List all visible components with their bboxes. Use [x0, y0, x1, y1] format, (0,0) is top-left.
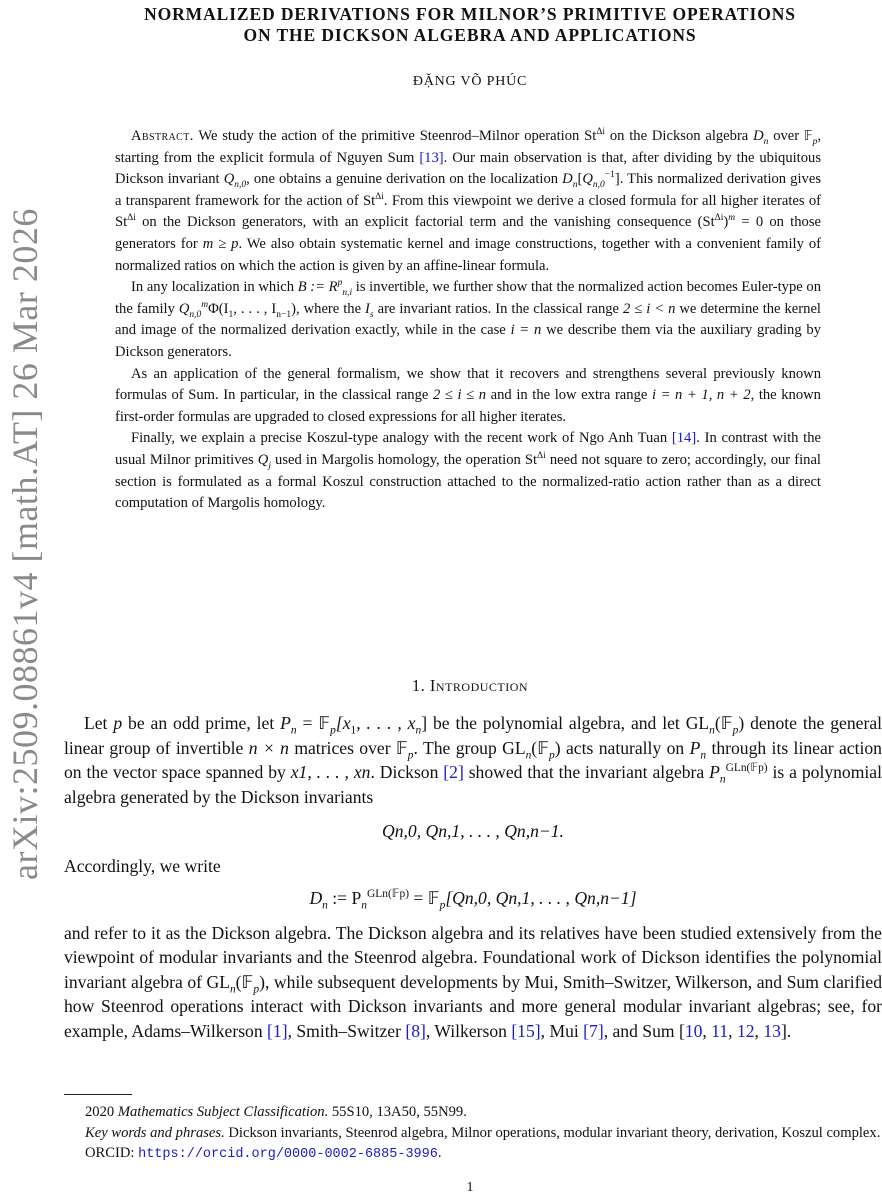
- intro-paragraph-2: Accordingly, we write: [64, 855, 221, 876]
- footnote-keywords: Key words and phrases. Dickson invariants, Steenrod algebra, Milnor operations, modular invariant theory, derivation, Koszul complex.: [85, 1124, 881, 1141]
- citation-15[interactable]: [15]: [511, 1020, 541, 1041]
- page-number: 1: [466, 1180, 474, 1195]
- citation-13[interactable]: [13]: [419, 149, 444, 166]
- intro-paragraph-1: Let p be an odd prime, let $P_n$ = $𝔽_p[x_1$, . . . , $x_n$] be the polynomial algebra, and let $GL_n(𝔽_p)$ denote the general linear group of invertible n × n matrices over 𝔽$_p$. The group $GL_n(𝔽_p)$ acts naturally on $P_n$ through its linear action on the vector space spanned by x1, . . . , xn. Dickson [2] showed that the invariant algebra $P_n^{GLn(𝔽p)}$ is a polynomial algebra generated by the Dickson invariants: [64, 713, 882, 807]
- intro-paragraph-3: and refer to it as the Dickson algebra. The Dickson algebra and its relatives have been studied extensively from the viewpoint of modular invariants and the Steenrod algebra. Foundational work of Dickson identifies the polynomial invariant algebra of $GL_n(𝔽_p)$, while subsequent developments by Mui, Smith–Switzer, Wilkerson, and Sum clarified how Steenrod operations interact with Dickson invariants and more general modular invariant algebras; see, for example, Adams–Wilkerson [1], Smith–Switzer [8], Wilkerson [15], Mui [7], and Sum [10, 11, 12, 13].: [64, 922, 882, 1041]
- citation-11[interactable]: 11: [711, 1020, 729, 1041]
- display-equation-dickson-invariants: Qn,0, Qn,1, . . . , Qn,n−1.: [382, 821, 564, 841]
- footnotes: [64, 1102, 882, 1166]
- abstract-paragraph-4: Finally, we explain a precise Koszul-type analogy with the recent work of Ngo Anh Tuan [14]. In contrast with the usual Milnor primitives $Q_j$ used in Margolis homology, the operation $St^{\Delta i}$ need not square to zero; accordingly, our final section is formulated as a formal Koszul construction attached to the normalized-ratio action rather than as a direct computation of Margolis homology.: [115, 430, 822, 512]
- citation-1[interactable]: [1]: [267, 1020, 288, 1041]
- citation-10[interactable]: 10: [684, 1020, 703, 1041]
- citation-12[interactable]: 12: [736, 1020, 755, 1041]
- introduction-body: [64, 711, 882, 1043]
- abstract-paragraph-1: Abstract. We study the action of the primitive Steenrod–Milnor operation $St^{\Delta i}$ on the Dickson algebra $D_n$ over 𝔽$_p$, starting from the explicit formula of Nguyen Sum [13]. Our main observation is that, after dividing by the ubiquitous Dickson invariant $Q_{n,0}$, one obtains a genuine derivation on the localization $D_n[Q_{n,0}^{-1}]$. This normalized derivation gives a transparent framework for the action of $St^{\Delta i}$. From this viewpoint we derive a closed formula for all higher iterates of $St^{\Delta i}$ on the Dickson generators, with an explicit factorial term and the vanishing consequence $(St^{\Delta i})^m = 0$ on those generators for m ≥ p. We also obtain systematic kernel and image constructions, together with a convenient family of normalized ratios on which the action is given by an affine-linear formula.: [115, 127, 821, 274]
- arxiv-stamp: arXiv:2509.08861v4 [math.AT] 26 Mar 2026: [5, 208, 45, 880]
- abstract-paragraph-2: In any localization in which B := $R^p_{n,i}$ is invertible, we further show that the normalized action becomes Euler-type on the family $Q_{n,0}^m\Phi(I_1$, . . . , $I_{n-1}$), where the $I_s$ are invariant ratios. In the classical range 2 ≤ i < n we determine the kernel and image of the normalized derivation exactly, while in the case i = n we describe them via the auxiliary grading by Dickson generators.: [115, 278, 821, 360]
- section-heading-introduction: 1. Introduction: [411, 676, 529, 695]
- footnote-orcid: ORCID: https://orcid.org/0000-0002-6885-3996.: [85, 1145, 442, 1162]
- orcid-link[interactable]: https://orcid.org/0000-0002-6885-3996: [138, 1147, 438, 1162]
- title-line-1: NORMALIZED DERIVATIONS FOR MILNOR’S PRIMITIVE OPERATIONS: [144, 4, 796, 24]
- abstract-paragraph-3: As an application of the general formalism, we show that it recovers and strengthens several previously known formulas of Sum. In particular, in the classical range 2 ≤ i ≤ n and in the low extra range i = n + 1, n + 2, the known first-order formulas are upgraded to closed expressions for all higher iterates.: [115, 365, 821, 425]
- author-name: ĐẶNG VÕ PHÚC: [412, 74, 528, 89]
- abstract-label: Abstract.: [131, 128, 194, 144]
- citation-7[interactable]: [7]: [583, 1020, 604, 1041]
- paper-title: [60, 4, 880, 46]
- citation-2[interactable]: [2]: [443, 762, 464, 782]
- footnote-divider: [64, 1094, 132, 1095]
- citation-13b[interactable]: 13: [763, 1020, 781, 1041]
- display-equation-dickson-algebra: $D_n$ := $P_n^{GLn(𝔽p)}$ = 𝔽$_p$[Qn,0, Qn,1, . . . , Qn,n−1]: [309, 888, 637, 912]
- abstract: [115, 126, 821, 515]
- citation-8[interactable]: [8]: [405, 1020, 426, 1041]
- footnote-msc: 2020 Mathematics Subject Classification. 55S10, 13A50, 55N99.: [85, 1104, 467, 1120]
- citation-14[interactable]: [14]: [671, 430, 697, 447]
- title-line-2: ON THE DICKSON ALGEBRA AND APPLICATIONS: [243, 25, 697, 45]
